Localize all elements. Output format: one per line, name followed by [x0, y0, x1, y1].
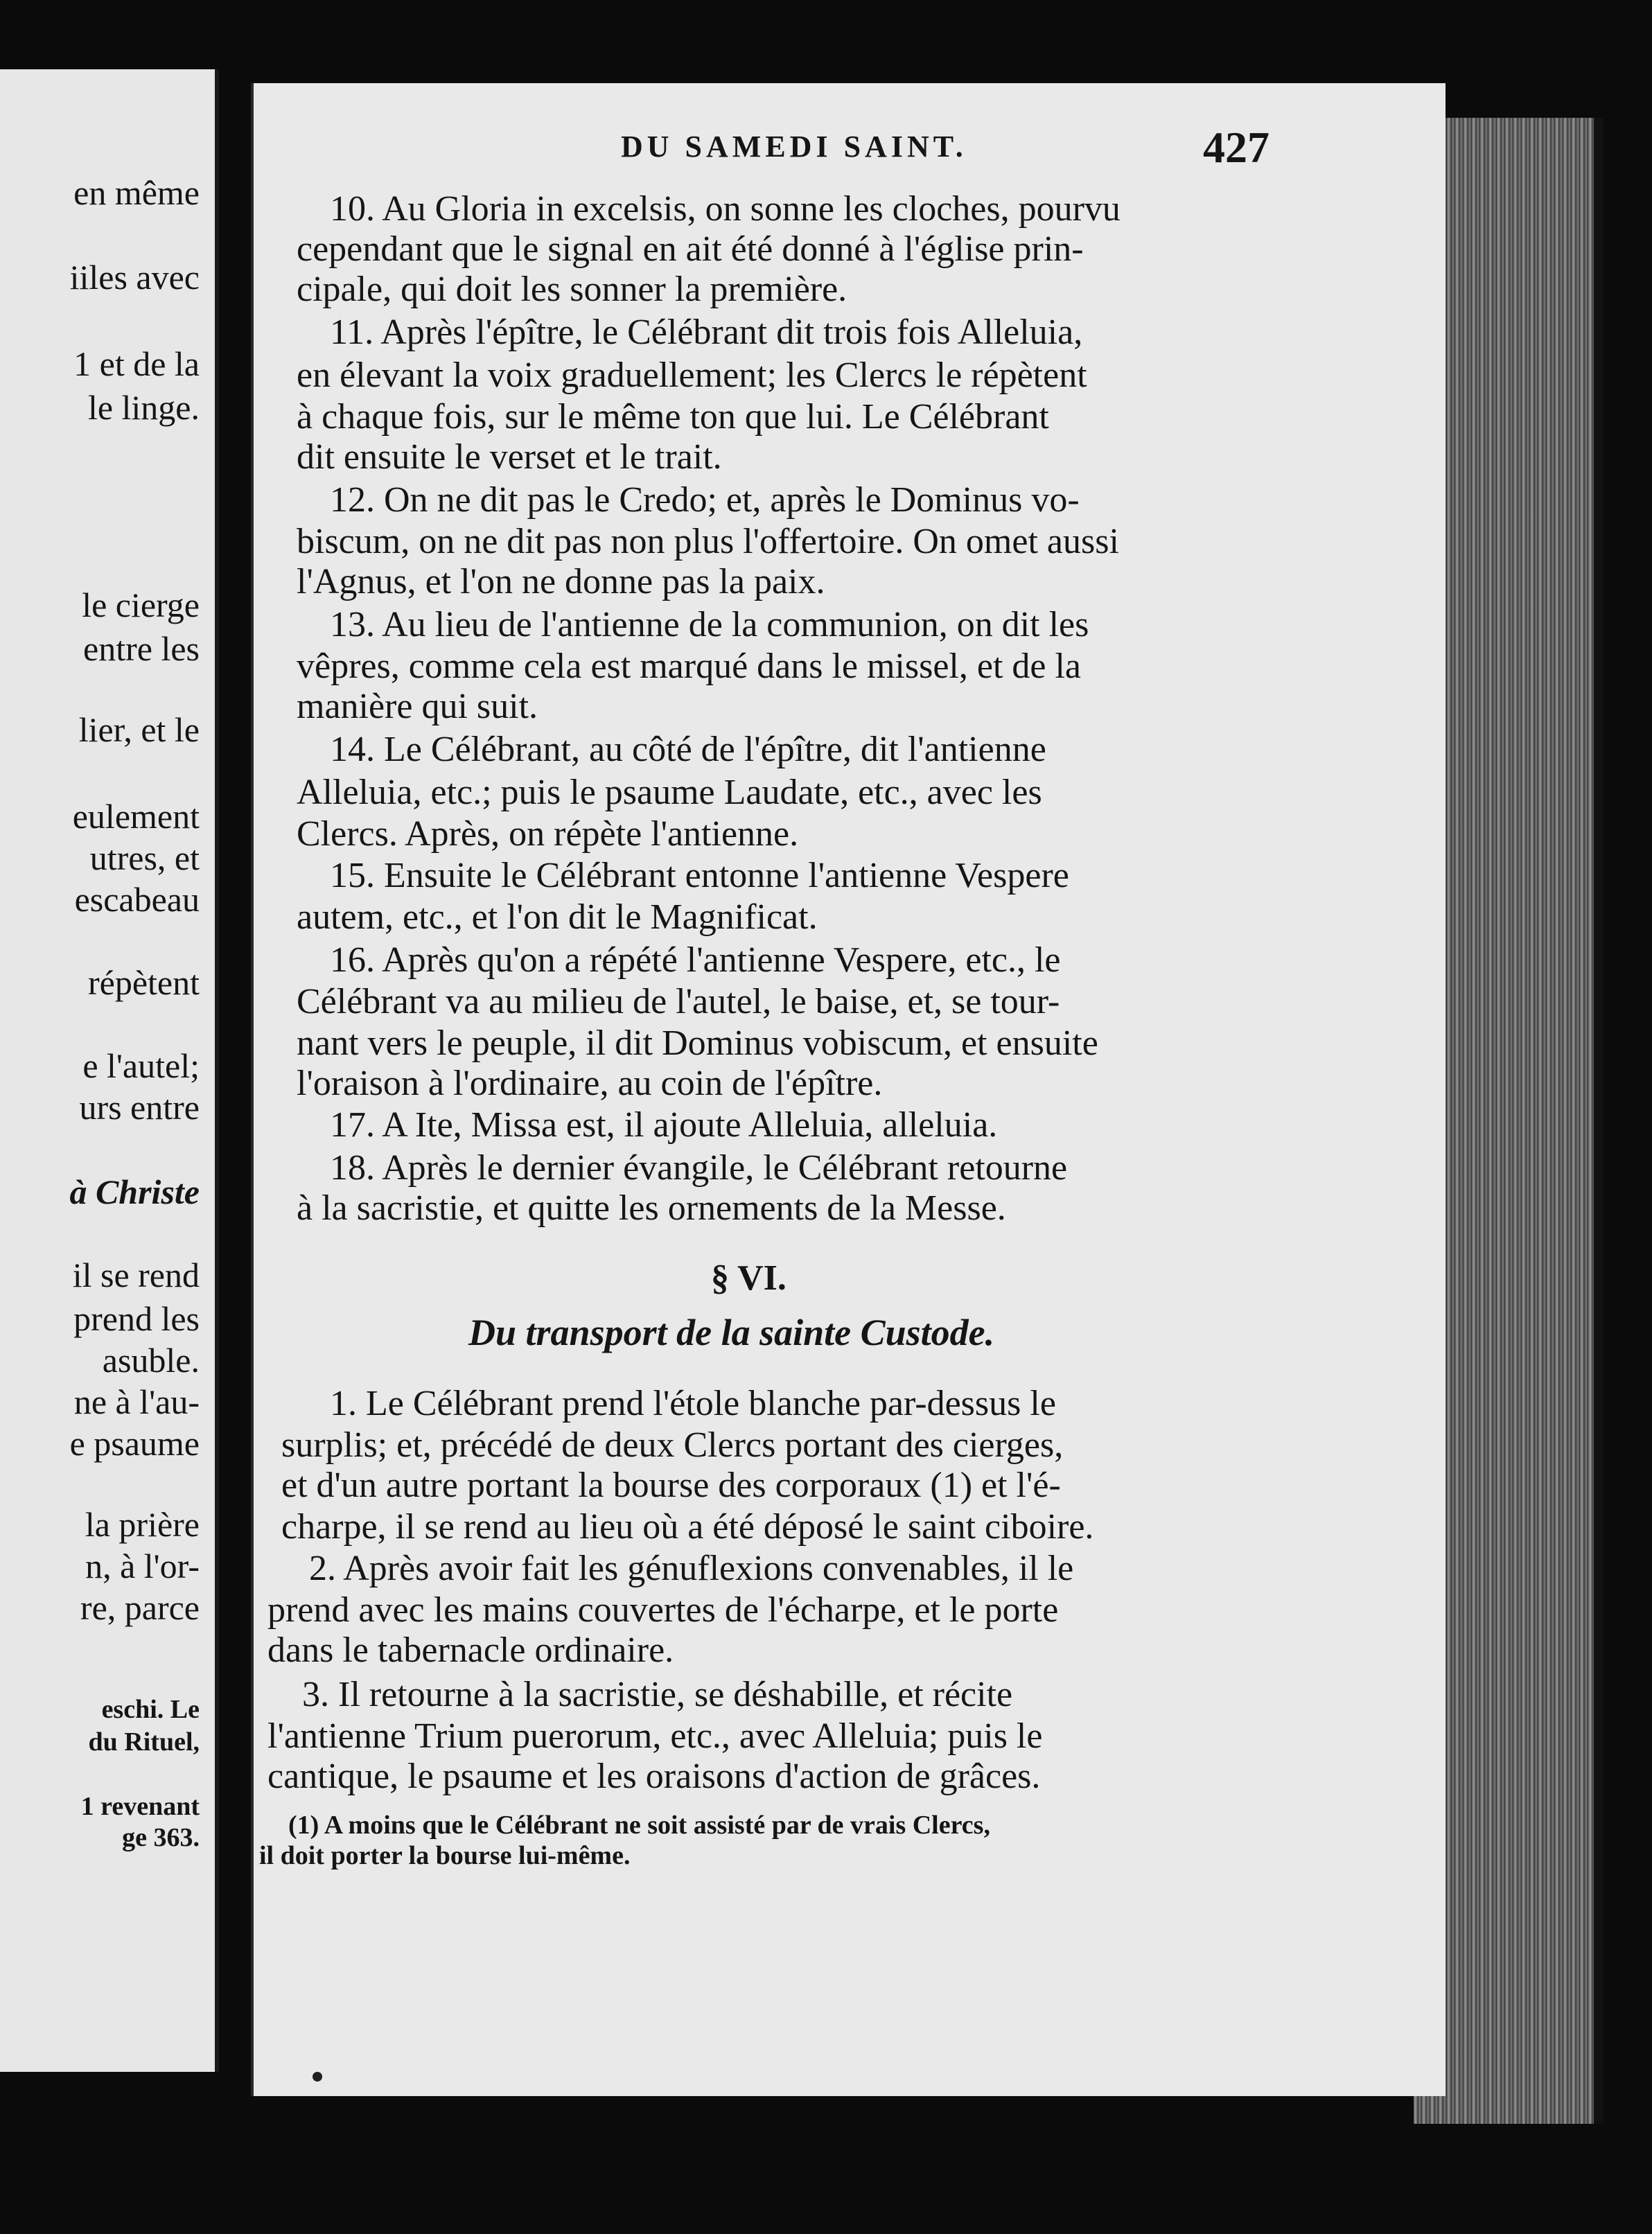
text-line: 14. Le Célébrant, au côté de l'épître, dit l'antienne [330, 730, 1046, 769]
left-line: e psaume [69, 1424, 200, 1463]
text-line: biscum, on ne dit pas non plus l'offertoire. On omet aussi [297, 522, 1119, 561]
text-line: 10. Au Gloria in excelsis, on sonne les cloches, pourvu [330, 189, 1121, 229]
section-title: Du transport de la sainte Custode. [468, 1312, 995, 1353]
text-line: 18. Après le dernier évangile, le Célébrant retourne [330, 1148, 1068, 1188]
left-line: prend les [73, 1299, 200, 1338]
text-line: autem, etc., et l'on dit le Magnificat. [297, 897, 818, 937]
ink-dot [313, 2072, 322, 2082]
text-line: vêpres, comme cela est marqué dans le missel, et de la [297, 647, 1082, 686]
text-line: dans le tabernacle ordinaire. [267, 1630, 674, 1670]
text-line: 13. Au lieu de l'antienne de la communion, on dit les [330, 605, 1089, 644]
text-line: Clercs. Après, on répète l'antienne. [297, 814, 799, 854]
left-line: e l'autel; [82, 1046, 200, 1085]
text-line: Alleluia, etc.; puis le psaume Laudate, etc., avec les [297, 773, 1042, 812]
footnote-line: (1) A moins que le Célébrant ne soit assisté par de vrais Clercs, [288, 1811, 990, 1840]
left-line: asuble. [102, 1341, 200, 1380]
left-line: entre les [83, 629, 200, 668]
left-page-fragment [0, 69, 219, 2072]
left-line: urs entre [79, 1088, 200, 1127]
left-line: eschi. Le [101, 1695, 200, 1724]
left-line: répètent [87, 963, 200, 1002]
footnote-line: il doit porter la bourse lui-même. [259, 1841, 631, 1870]
text-line: surplis; et, précédé de deux Clercs portant des cierges, [281, 1425, 1064, 1465]
left-line: utres, et [89, 838, 200, 877]
text-line: 1. Le Célébrant prend l'étole blanche par-dessus le [330, 1384, 1056, 1423]
text-line: et d'un autre portant la bourse des corporaux (1) et l'é- [281, 1466, 1061, 1505]
text-line: 15. Ensuite le Célébrant entonne l'antienne Vespere [330, 856, 1069, 895]
text-line: à chaque fois, sur le même ton que lui. Le Célébrant [297, 397, 1049, 437]
text-line: manière qui suit. [297, 687, 538, 726]
text-line: cipale, qui doit les sonner la première. [297, 270, 847, 309]
text-line: en élevant la voix graduellement; les Clercs le répètent [297, 355, 1087, 395]
left-line: escabeau [74, 880, 200, 919]
text-line: 16. Après qu'on a répété l'antienne Vespere, etc., le [330, 940, 1061, 980]
main-page [251, 83, 1446, 2096]
text-line: nant vers le peuple, il dit Dominus vobiscum, et ensuite [297, 1023, 1098, 1063]
text-line: charpe, il se rend au lieu où a été déposé le saint ciboire. [281, 1507, 1094, 1547]
left-line: le cierge [82, 586, 200, 624]
text-line: cantique, le psaume et les oraisons d'action de grâces. [267, 1757, 1041, 1796]
text-line: prend avec les mains couvertes de l'écharpe, et le porte [267, 1590, 1059, 1630]
left-line: re, parce [80, 1588, 200, 1627]
left-line: la prière [85, 1505, 200, 1544]
text-line: dit ensuite le verset et le trait. [297, 437, 722, 477]
left-line: 1 et de la [73, 344, 200, 383]
text-line: 17. A Ite, Missa est, il ajoute Alleluia, alleluia. [330, 1105, 998, 1145]
text-line: à la sacristie, et quitte les ornements de la Messe. [297, 1188, 1006, 1228]
left-line: le linge. [87, 388, 200, 427]
text-line: Célébrant va au milieu de l'autel, le baise, et, se tour- [297, 982, 1060, 1021]
text-line: 3. Il retourne à la sacristie, se déshabille, et récite [302, 1675, 1013, 1714]
text-line: l'antienne Trium puerorum, etc., avec Alleluia; puis le [267, 1716, 1043, 1756]
left-line: ge 363. [122, 1823, 200, 1852]
left-line: n, à l'or- [85, 1547, 200, 1585]
left-line: en même [73, 173, 200, 212]
text-line: cependant que le signal en ait été donné à l'église prin- [297, 229, 1084, 269]
left-line: 1 revenant [80, 1792, 200, 1821]
text-line: 11. Après l'épître, le Célébrant dit trois fois Alleluia, [330, 313, 1083, 352]
left-line: à Christe [69, 1172, 200, 1211]
section-mark: § VI. [711, 1258, 787, 1298]
text-line: 12. On ne dit pas le Credo; et, après le Dominus vo- [330, 480, 1080, 520]
page-header [254, 122, 1446, 184]
left-line: ne à l'au- [73, 1382, 200, 1421]
left-line: lier, et le [78, 710, 200, 749]
running-head: DU SAMEDI SAINT. [621, 130, 967, 164]
text-line: 2. Après avoir fait les génuflexions convenables, il le [309, 1549, 1074, 1588]
text-line: l'oraison à l'ordinaire, au coin de l'épître. [297, 1064, 883, 1103]
left-line: du Rituel, [88, 1727, 200, 1757]
left-line: iiles avec [69, 258, 200, 297]
left-line: eulement [72, 797, 200, 836]
text-line: l'Agnus, et l'on ne donne pas la paix. [297, 562, 825, 601]
page-number: 427 [1203, 123, 1269, 172]
left-line: il se rend [72, 1256, 200, 1294]
